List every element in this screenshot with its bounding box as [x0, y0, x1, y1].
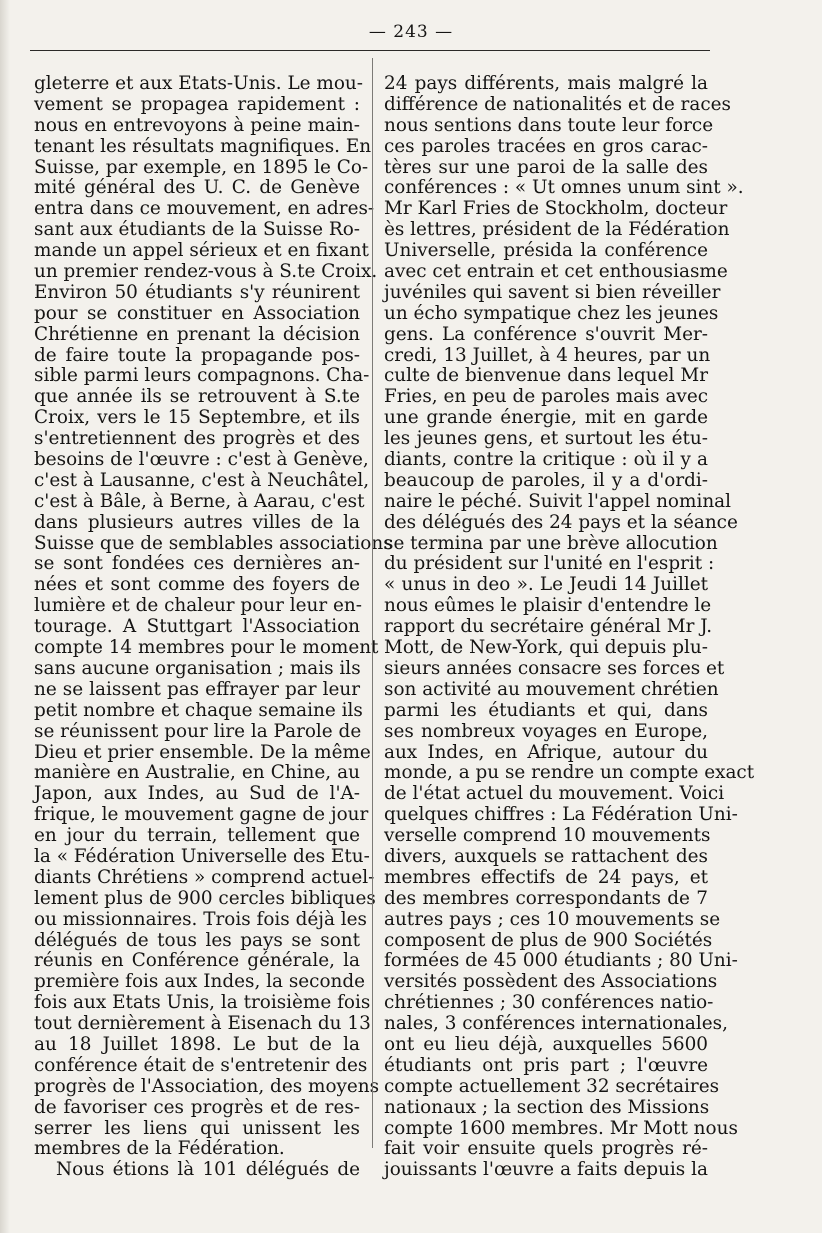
text-line: Chrétienne en prenant la décision: [34, 323, 360, 345]
text-line: culte de bienvenue dans lequel Mr: [384, 365, 708, 387]
text-line: se sont fondées ces dernières an-: [34, 553, 360, 575]
text-line: se réunissent pour lire la Parole de: [34, 720, 362, 742]
text-line: sieurs années consacre ses forces et: [384, 657, 725, 679]
text-line: Nous étions là 101 délégués de: [56, 1159, 360, 1181]
text-line: ses nombreux voyages en Europe,: [384, 720, 708, 742]
text-line: quelques chiffres : La Fédération Uni-: [384, 804, 738, 826]
text-line: Croix, vers le 15 Septembre, et ils: [34, 407, 360, 429]
text-line: verselle comprend 10 mouvements: [384, 825, 711, 847]
text-line: nous sentions dans toute leur force: [384, 114, 714, 136]
text-line: la « Fédération Universelle des Etu-: [34, 845, 370, 867]
text-line: ces paroles tracées en gros carac-: [384, 135, 708, 157]
text-line: fait voir ensuite quels progrès ré-: [384, 1138, 708, 1160]
text-line: de favoriser ces progrès et de res-: [34, 1096, 360, 1118]
text-line: étudiants ont pris part ; l'œuvre: [384, 1054, 708, 1076]
text-line: Mott, de New-York, qui depuis plu-: [384, 637, 708, 659]
text-line: lement plus de 900 cercles bibliques: [34, 887, 376, 909]
text-line: credi, 13 Juillet, à 4 heures, par un: [384, 344, 711, 366]
text-line: des membres correspondants de 7: [384, 887, 708, 909]
text-line: Environ 50 étudiants s'y réunirent: [34, 281, 360, 303]
text-line: réunis en Conférence générale, la: [34, 950, 360, 972]
text-line: monde, a pu se rendre un compte exact: [384, 762, 755, 784]
text-line: Universelle, présida la conférence: [384, 240, 708, 262]
text-line: dans plusieurs autres villes de la: [34, 511, 360, 533]
text-line: un écho sympatique chez les jeunes: [384, 302, 719, 324]
text-line: des délégués des 24 pays et la séance: [384, 511, 738, 533]
text-line: en jour du terrain, tellement que: [34, 825, 360, 847]
text-line: conférence était de s'entretenir des: [34, 1054, 368, 1076]
text-line: de faire toute la propagande pos-: [34, 344, 360, 366]
text-line: 24 pays différents, mais malgré la: [384, 73, 708, 94]
text-line: manière en Australie, en Chine, au: [34, 762, 360, 784]
text-line: conférences : « Ut omnes unum sint ».: [384, 177, 744, 199]
text-line: composent de plus de 900 Sociétés: [384, 929, 713, 951]
text-line: compte 14 membres pour le moment: [34, 637, 379, 659]
text-line: fois aux Etats Unis, la troisième fois: [34, 992, 371, 1014]
text-line: Fries, en peu de paroles mais avec: [384, 386, 708, 408]
text-line: un premier rendez-vous à S.te Croix.: [34, 261, 378, 283]
text-line: autres pays ; ces 10 mouvements se: [384, 908, 721, 930]
text-line: « unus in deo ». Le Jeudi 14 Juillet: [384, 574, 708, 596]
text-line: beaucoup de paroles, il y a d'ordi-: [384, 469, 708, 491]
scan-margin-shadow: [0, 0, 10, 1233]
header-rule: [30, 50, 710, 51]
text-line: ont eu lieu déjà, auxquelles 5600: [384, 1033, 708, 1055]
text-line: Mr Karl Fries de Stockholm, docteur: [384, 198, 728, 220]
right-column: [384, 73, 755, 1181]
text-line: juvéniles qui savent si bien réveiller: [384, 281, 721, 303]
text-line: divers, auxquels se rattachent des: [384, 845, 708, 867]
text-line: nationaux ; la section des Missions: [384, 1096, 710, 1118]
text-line: mité général des U. C. de Genève: [34, 177, 360, 199]
text-line: sible parmi leurs compagnons. Cha-: [34, 365, 370, 387]
text-line: les jeunes gens, et surtout les étu-: [384, 428, 708, 450]
text-line: avec cet entrain et cet enthousiasme: [384, 261, 728, 283]
text-line: du président sur l'unité en l'esprit :: [384, 553, 715, 575]
text-line: que année ils se retrouvent à S.te: [34, 386, 360, 408]
text-line: ou missionnaires. Trois fois déjà les: [34, 908, 367, 930]
text-line: serrer les liens qui unissent les: [34, 1117, 360, 1139]
text-line: une grande énergie, mit en garde: [384, 407, 708, 429]
text-line: aux Indes, en Afrique, autour du: [384, 741, 708, 763]
text-line: différence de nationalités et de races: [384, 93, 731, 115]
text-line: son activité au mouvement chrétien: [384, 678, 719, 700]
text-line: chrétiennes ; 30 conférences natio-: [384, 992, 714, 1014]
text-line: petit nombre et chaque semaine ils: [34, 699, 363, 721]
text-line: progrès de l'Association, des moyens: [34, 1075, 380, 1097]
text-line: membres de la Fédération.: [34, 1138, 285, 1160]
left-column: [34, 73, 393, 1181]
text-line: de l'état actuel du mouvement. Voici: [384, 783, 725, 805]
text-line: compte actuellement 32 secrétaires: [384, 1075, 720, 1097]
text-line: pour se constituer en Association: [34, 302, 360, 324]
text-line: entra dans ce mouvement, en adres-: [34, 198, 375, 220]
text-line: tourage. A Stuttgart l'Association: [34, 616, 360, 638]
text-line: vement se propagea rapidement :: [34, 93, 360, 115]
text-line: membres effectifs de 24 pays, et: [384, 866, 708, 888]
text-line: Japon, aux Indes, au Sud de l'A-: [34, 783, 360, 805]
text-line: première fois aux Indes, la seconde: [34, 971, 366, 993]
text-line: c'est à Bâle, à Berne, à Aarau, c'est: [34, 490, 365, 512]
text-line: c'est à Lausanne, c'est à Neuchâtel,: [34, 469, 370, 491]
text-line: nous en entrevoyons à peine main-: [34, 114, 360, 136]
page-number: — 243 —: [368, 22, 454, 42]
text-line: tout dernièrement à Eisenach du 13: [34, 1013, 371, 1035]
text-line: tenant les résultats magnifiques. En: [34, 135, 372, 157]
text-line: tères sur une paroi de la salle des: [384, 156, 708, 178]
text-line: lumière et de chaleur pour leur en-: [34, 595, 362, 617]
text-line: versités possèdent des Associations: [384, 971, 718, 993]
text-line: frique, le mouvement gagne de jour: [34, 804, 369, 826]
text-line: gens. La conférence s'ouvrit Mer-: [384, 323, 708, 345]
text-line: nales, 3 conférences internationales,: [384, 1013, 728, 1035]
text-line: sant aux étudiants de la Suisse Ro-: [34, 219, 361, 241]
text-line: Suisse que de semblables associations: [34, 532, 393, 554]
column-divider: [372, 58, 373, 1148]
text-line: ne se laissent pas effrayer par leur: [34, 678, 360, 700]
text-line: mande un appel sérieux et en fixant: [34, 240, 369, 262]
text-line: besoins de l'œuvre : c'est à Genève,: [34, 449, 369, 471]
text-line: diants, contre la critique : où il y a: [384, 449, 708, 471]
text-line: diants Chrétiens » comprend actuel-: [34, 866, 375, 888]
text-line: nous eûmes le plaisir d'entendre le: [384, 595, 712, 617]
text-line: s'entretiennent des progrès et des: [34, 428, 360, 450]
text-line: jouissants l'œuvre a faits depuis la: [384, 1159, 708, 1181]
text-line: délégués de tous les pays se sont: [34, 929, 360, 951]
text-line: gleterre et aux Etats-Unis. Le mou-: [34, 73, 363, 94]
text-line: nées et sont comme des foyers de: [34, 574, 360, 596]
text-line: parmi les étudiants et qui, dans: [384, 699, 708, 721]
text-line: compte 1600 membres. Mr Mott nous: [384, 1117, 738, 1139]
text-line: formées de 45 000 étudiants ; 80 Uni-: [384, 950, 738, 972]
text-line: Suisse, par exemple, en 1895 le Co-: [34, 156, 369, 178]
text-line: ès lettres, président de la Fédération: [384, 219, 730, 241]
text-line: au 18 Juillet 1898. Le but de la: [34, 1033, 360, 1055]
text-line: se termina par une brève allocution: [384, 532, 718, 554]
text-line: sans aucune organisation ; mais ils: [34, 657, 361, 679]
text-line: rapport du secrétaire général Mr J.: [384, 616, 713, 638]
text-line: Dieu et prier ensemble. De la même: [34, 741, 371, 763]
text-line: naire le péché. Suivit l'appel nominal: [384, 490, 732, 512]
